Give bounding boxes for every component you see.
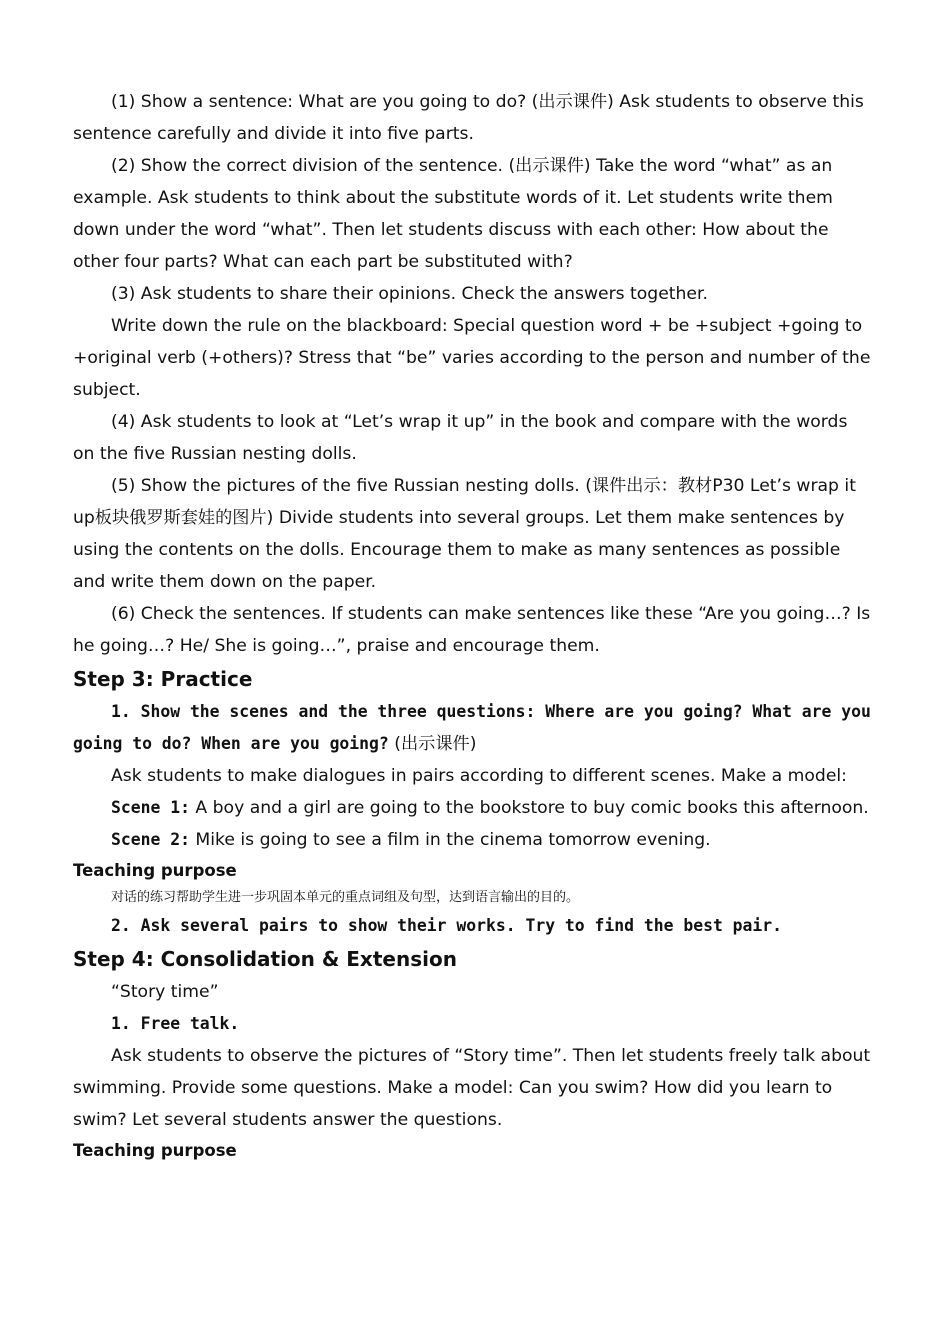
- step3-item-1-tail: (出示课件): [388, 734, 477, 754]
- step4-heading: Step 4: Consolidation & Extension: [73, 947, 457, 971]
- paragraph-step-4: (4) Ask students to look at “Let’s wrap it up” in the book and compare with the words on the five Russian nesting dolls.: [73, 412, 848, 464]
- scene-1-text: A boy and a girl are going to the bookstore to buy comic books this afternoon.: [189, 798, 869, 818]
- scene-2: [73, 824, 874, 856]
- step3-item-1-bold: 1. Show the scenes and the three questions: Where are you going? What are you going to do? When are you going?: [73, 702, 871, 753]
- step4-item-1: [73, 1008, 874, 1040]
- step3-heading: Step 3: Practice: [73, 667, 253, 691]
- scene-2-label: Scene 2:: [111, 830, 190, 849]
- paragraph-step-3: (3) Ask students to share their opinions. Check the answers together.: [111, 284, 708, 304]
- step4-paragraph: Ask students to observe the pictures of “Story time”. Then let students freely talk about swimming. Provide some questions. Make a model: Can you swim? How did you learn to swim? Let several students answer the questions.: [73, 1046, 871, 1130]
- step3-item-1: [73, 696, 874, 760]
- teaching-purpose-text: 对话的练习帮助学生进一步巩固本单元的重点词组及句型，达到语言输出的目的。: [111, 890, 580, 905]
- teaching-purpose-label-2: Teaching purpose: [73, 1141, 237, 1160]
- scene-1: [73, 792, 874, 824]
- paragraph-step-5: (5) Show the pictures of the five Russian nesting dolls. (课件出示：教材P30 Let’s wrap it up板块俄罗斯套娃的图片) Divide students into several groups. Let them make sentences by using the contents on the dolls. Encourage them to make as many sentences as possible and write them down on the paper.: [73, 476, 856, 592]
- step4-item-1-bold: 1. Free talk.: [111, 1014, 240, 1033]
- dialog-intro: Ask students to make dialogues in pairs according to different scenes. Make a model:: [111, 766, 847, 786]
- paragraph-step-1: (1) Show a sentence: What are you going to do? (出示课件) Ask students to observe this sentence carefully and divide it into five parts.: [73, 92, 864, 144]
- teaching-purpose-label: Teaching purpose: [73, 861, 237, 880]
- step3-item-2: [73, 910, 874, 942]
- story-time-title: “Story time”: [111, 982, 219, 1002]
- scene-2-text: Mike is going to see a film in the cinema tomorrow evening.: [189, 830, 711, 850]
- step3-item-2-bold: 2. Ask several pairs to show their works. Try to find the best pair.: [111, 916, 783, 935]
- paragraph-step-2: (2) Show the correct division of the sentence. (出示课件) Take the word “what” as an example. Ask students to think about the substitute words of it. Let students write them down under the word “what”. Then let students discuss with each other: How about the other four parts? What can each part be substituted with?: [73, 156, 833, 272]
- scene-1-label: Scene 1:: [111, 798, 190, 817]
- paragraph-step-6: (6) Check the sentences. If students can make sentences like these “Are you going…? Is he going…? He/ She is going…”, praise and encourage them.: [73, 604, 871, 656]
- paragraph-rule: Write down the rule on the blackboard: Special question word + be +subject +going to +original verb (+others)? Stress that “be” varies according to the person and number of the subject.: [73, 316, 871, 400]
